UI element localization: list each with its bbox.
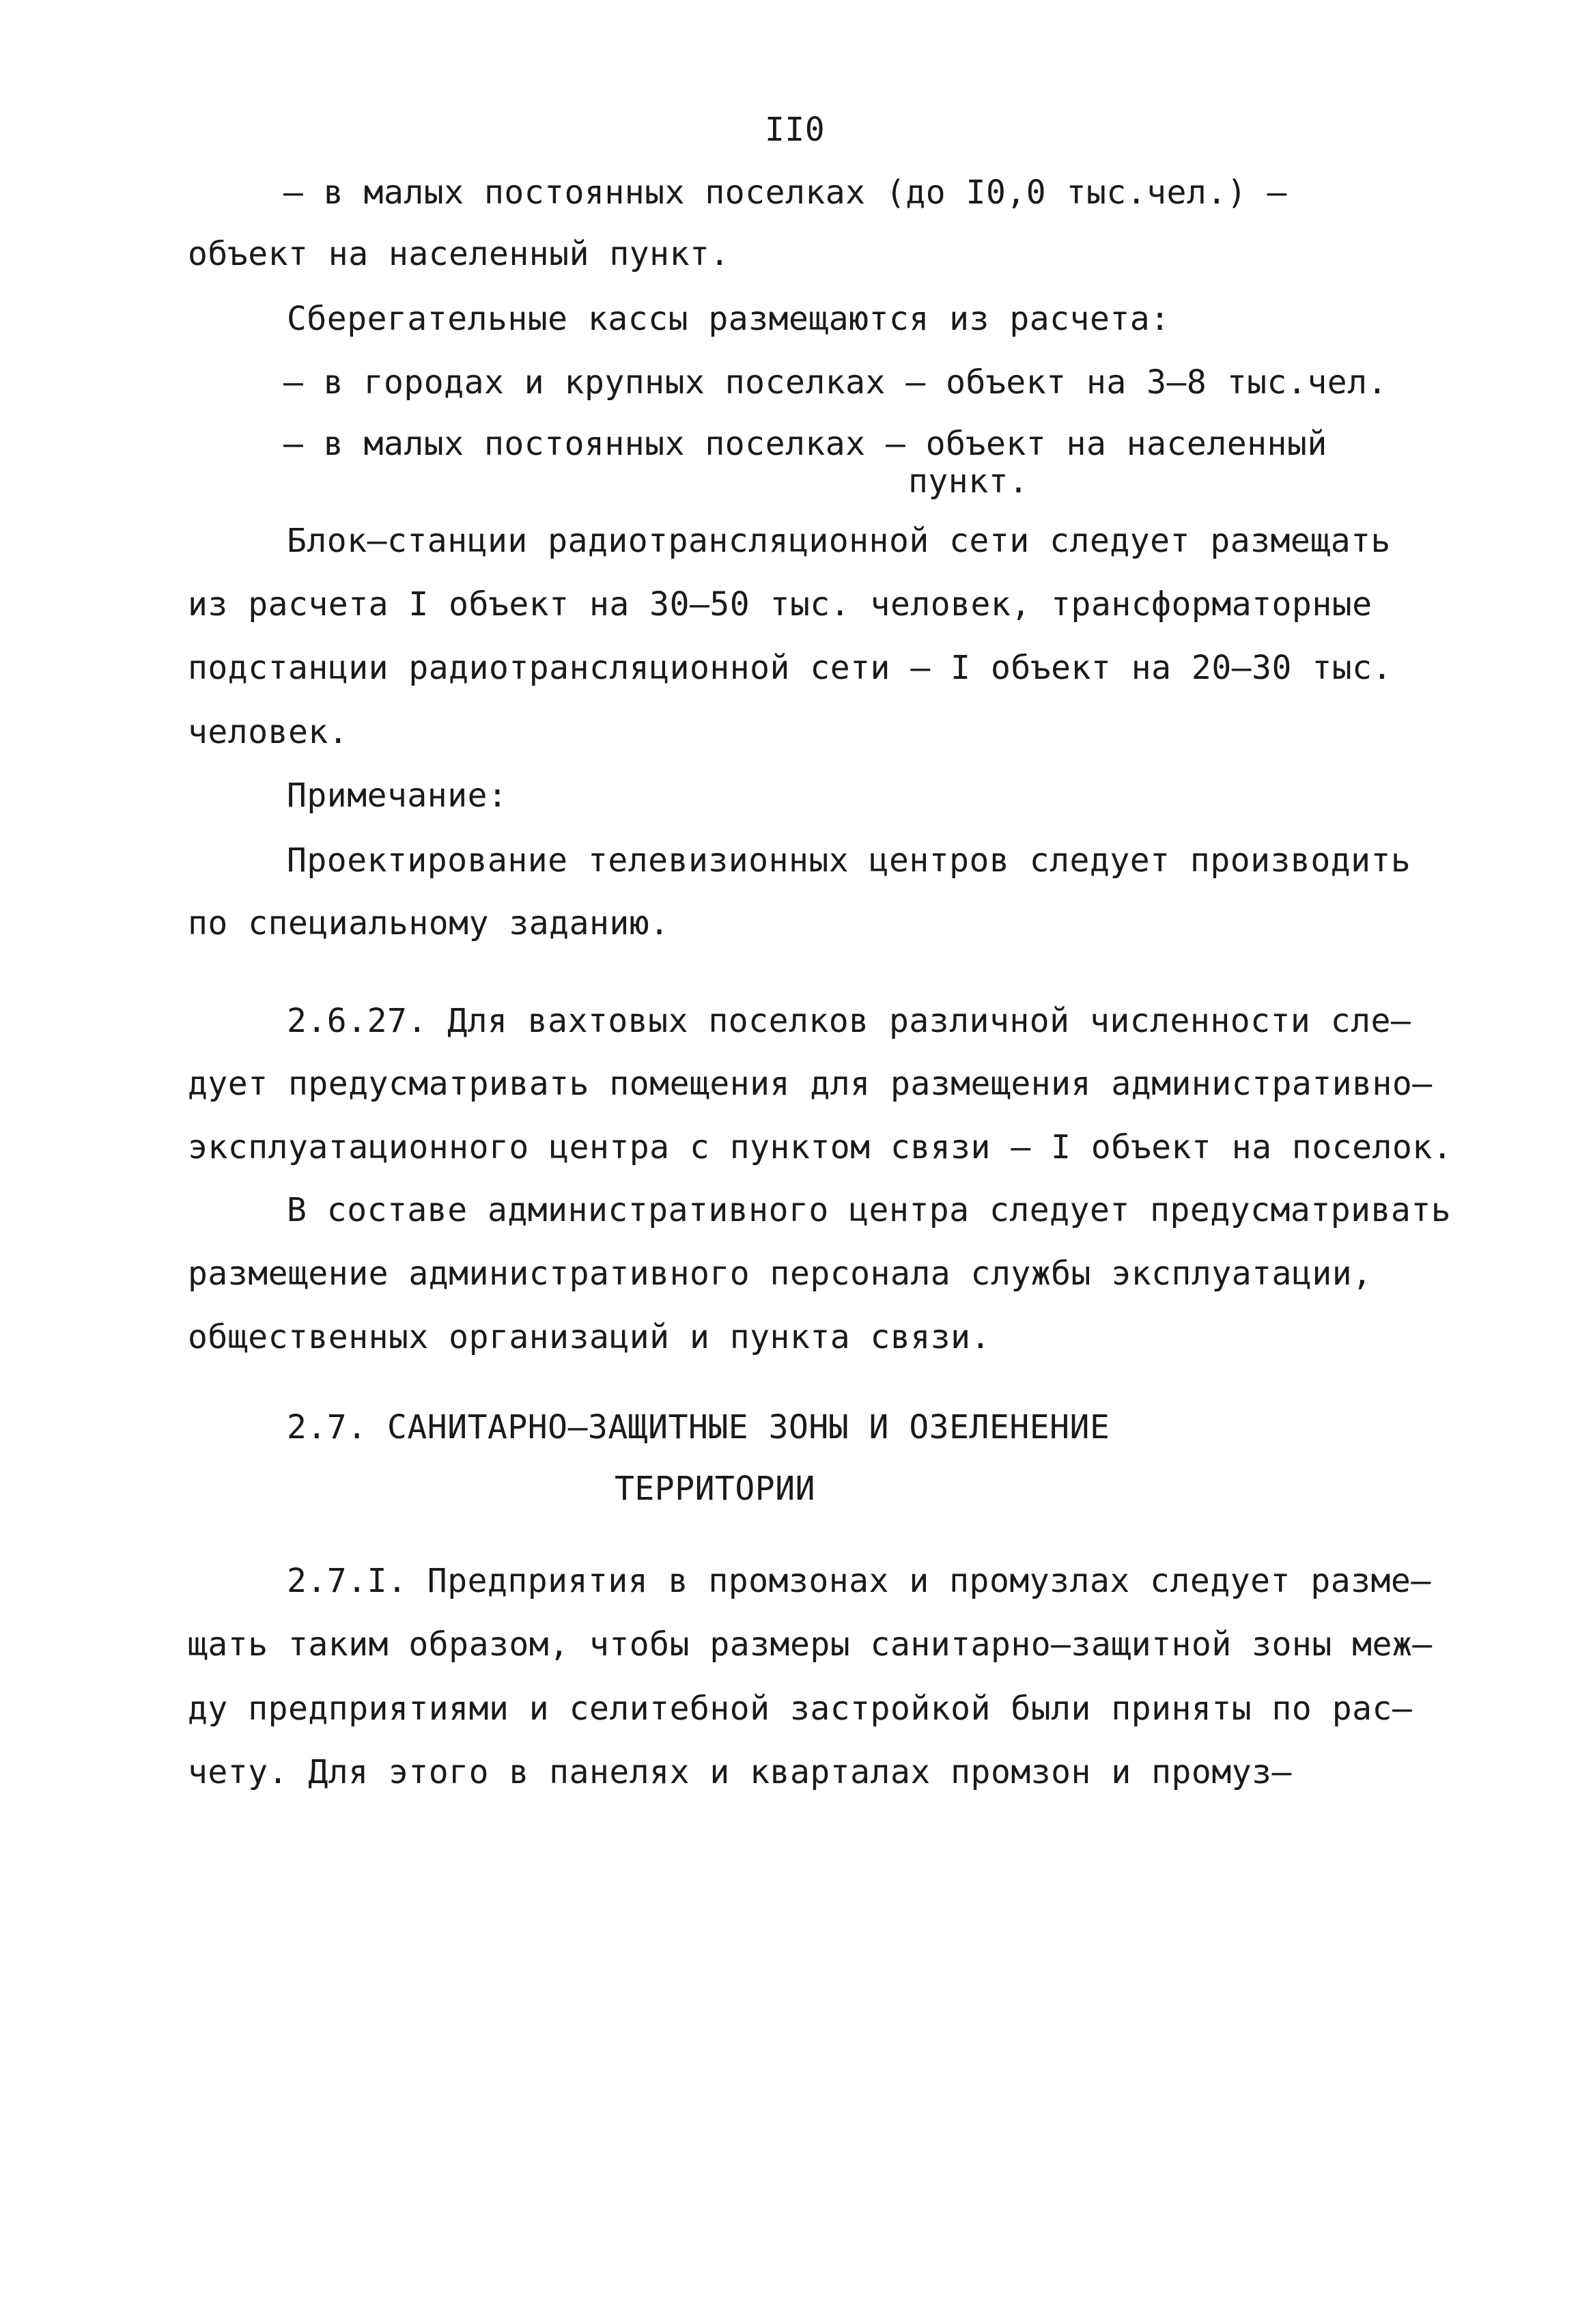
text-line: – в малых постоянных поселках – объект на населенный [283,425,1327,463]
text-line: пункт. [908,462,1029,501]
text-line: – в малых постоянных поселках (до I0,0 тыс.чел.) – [283,173,1287,212]
text-line: объект на населенный пункт. [188,235,730,273]
section-heading: ТЕРРИТОРИИ [615,1470,815,1508]
text-line: размещение административного персонала службы эксплуатации, [188,1255,1372,1293]
section-heading: 2.7. САНИТАРНО–ЗАЩИТНЫЕ ЗОНЫ И ОЗЕЛЕНЕНИЕ [287,1408,1110,1446]
text-line: 2.6.27. Для вахтовых поселков различной численности сле– [287,1002,1411,1040]
text-line: из расчета I объект на 30–50 тыс. человек, трансформаторные [188,585,1372,624]
text-line: В составе административного центра следует предусматривать [287,1191,1452,1229]
text-line: человек. [188,713,349,751]
text-line: подстанции радиотрансляционной сети – I объект на 20–30 тыс. [188,649,1392,687]
text-line: по специальному заданию. [188,904,670,942]
note-label: Примечание: [287,776,508,815]
text-line: чету. Для этого в панелях и кварталах промзон и промуз– [188,1753,1292,1791]
page-number: II0 [765,111,826,149]
text-line: – в городах и крупных поселках – объект на 3–8 тыс.чел. [283,363,1388,402]
text-line: дует предусматривать помещения для размещения административно– [188,1065,1433,1103]
text-line: 2.7.I. Предприятия в промзонах и промузлах следует разме– [287,1562,1431,1600]
text-line: Сберегательные кассы размещаются из расчета: [287,300,1170,338]
text-line: эксплуатационного центра с пунктом связи – I объект на поселок. [188,1128,1453,1166]
text-line: ду предприятиями и селитебной застройкой были приняты по рас– [188,1690,1413,1728]
text-line: щать таким образом, чтобы размеры санитарно–защитной зоны меж– [188,1625,1433,1664]
text-line: Блок–станции радиотрансляционной сети следует размещать [287,522,1391,560]
text-line: общественных организаций и пункта связи. [188,1318,991,1356]
text-line: Проектирование телевизионных центров следует производить [287,841,1411,880]
